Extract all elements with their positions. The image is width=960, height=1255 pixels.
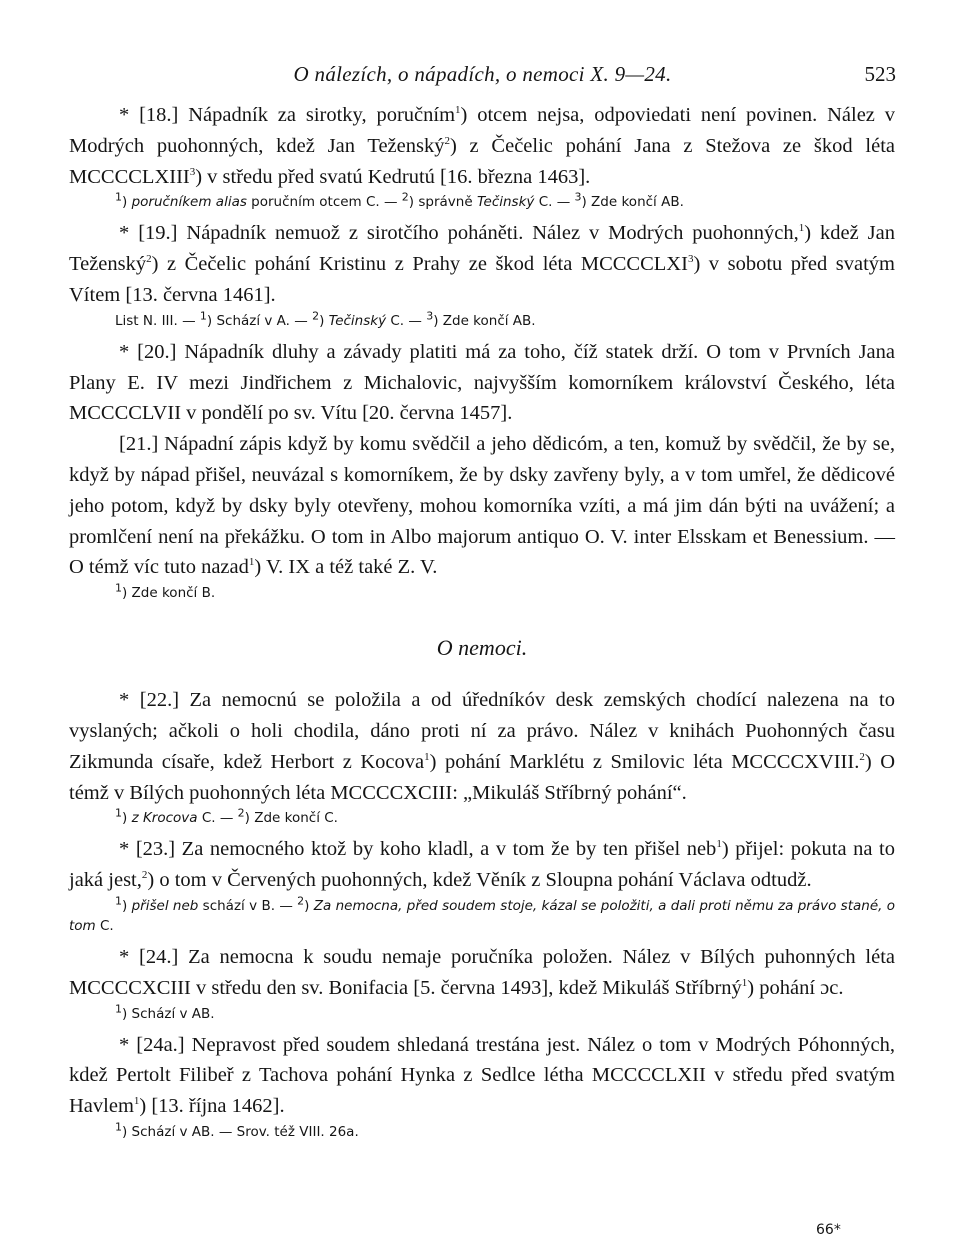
footnote-24: $^1$) Schází v AB. <box>115 1002 215 1022</box>
page-number: 523 <box>864 62 896 86</box>
page-header <box>69 62 896 92</box>
footnote-21: $^1$) Zde končí B. <box>115 581 216 602</box>
paragraph-20: * [20.] Nápadník dluhy a závady platiti má za toho, číž statek drží. O tom v Prvních Jana Plany E. IV mezi Jindřichem z Michalovic, najvyšším komorníkem království Českého, léta MCCCCLVII v pondělí po sv. Vítu [20. června 1457]. <box>69 340 895 425</box>
paragraph-21: [21.] Nápadní zápis když by komu svědčil a jeho dědicóm, a ten, komuž by svědčil, že by se, když by nápad přišel, neuvázal s komorníkem, že by dsky zavřeny byly, a v tom umřel, že dědicové jeho potom, když by dsky byly otevřeny, mohou komorníka vzíti, a má jim dán býti na uvážení; a promlčení není na překážku. O tom in Albo majorum antiquo O. V. inter Elsskam et Benessium. — O témž víc tuto nazad$^1$) V. IX a též také Z. V. <box>69 433 895 579</box>
footnote-18: $^1$) poručníkem alias poručním otcem C. — $^2$) správně Tečinský C. — $^3$) Zde končí AB. <box>115 190 684 211</box>
paragraph-24a: * [24a.] Nepravost před soudem shledaná trestána jest. Nález o tom v Modrých Póhonných, kdež Pertolt Filibeř z Tachova pohání Hynka z Sedlce létha MCCCCLXII v středu před svatým Havlem$^1$) [13. října 1462]. <box>69 1033 895 1118</box>
footnote-24a: $^1$) Schází v AB. — Srov. též VIII. 26a. <box>115 1120 359 1140</box>
paragraph-24: * [24.] Za nemocna k soudu nemaje poručníka položen. Nález v Bílých puhonných léta MCCCCXCIII v středu den sv. Bonifacia [5. června 1493], kdež Mikuláš Stříbrný$^1$) pohání ɔc. <box>69 945 895 999</box>
footnote-22: $^1$) z Krocova C. — $^2$) Zde končí C. <box>115 806 338 827</box>
footnote-19: List N. III. — $^1$) Schází v A. — $^2$) Tečinský C. — $^3$) Zde končí AB. <box>115 309 536 329</box>
page-body <box>69 100 895 1146</box>
section-title: O nemoci. <box>436 635 528 661</box>
printer-signature-mark: 66* <box>816 1222 841 1238</box>
paragraph-23: * [23.] Za nemocného ktož by koho kladl, a v tom že by ten přišel neb$^1$) přijel: pokuta na to jaká jest,$^2$) o tom v Červených puohonných, kdež Věník z Sloupna pohání Václava odtudž. <box>69 838 895 892</box>
paragraph-19: * [19.] Nápadník nemuož z sirotčího poháněti. Nález v Modrých puohonných,$^1$) kdež Jan Teženský$^2$) z Čečelic pohání Kristinu z Prahy ze škod léta MCCCCLXI$^3$) v sobotu před svatým Vítem [13. června 1461]. <box>69 222 895 306</box>
paragraph-22: * [22.] Za nemocnú se položila a od úředníkóv desk zemských chodící nalezena na to vyslaných; ačkoli o holi chodila, dáno proti ní za právo. Nález v knihách Puohonných času Zikmunda císaře, kdež Herbort z Kocova$^1$) pohání Marklétu z Smilovic léta MCCCCXVIII.$^2$) O témž v Bílých puohonných léta MCCCCXCIII: „Mikuláš Stříbrný pohání“. <box>69 689 895 804</box>
running-title: O nálezích, o nápadích, o nemoci X. 9—24. <box>293 62 672 86</box>
paragraph-18: * [18.] Nápadník za sirotky, poručním$^1$) otcem nejsa, odpoviedati není povinen. Nález v Modrých puohonných, kdež Jan Teženský$^2$) z Čečelic pohání Jana z Stežova ze škod léta MCCCCLXIII$^3$) v středu před svatú Kedrutú [16. března 1463]. <box>69 104 895 188</box>
footnote-23: $^1$) přišel neb schází v B. — $^2$) Za nemocna, před soudem stoje, kázal se položiti, a dali proti němu za právo stané, o tom C. <box>69 894 896 934</box>
